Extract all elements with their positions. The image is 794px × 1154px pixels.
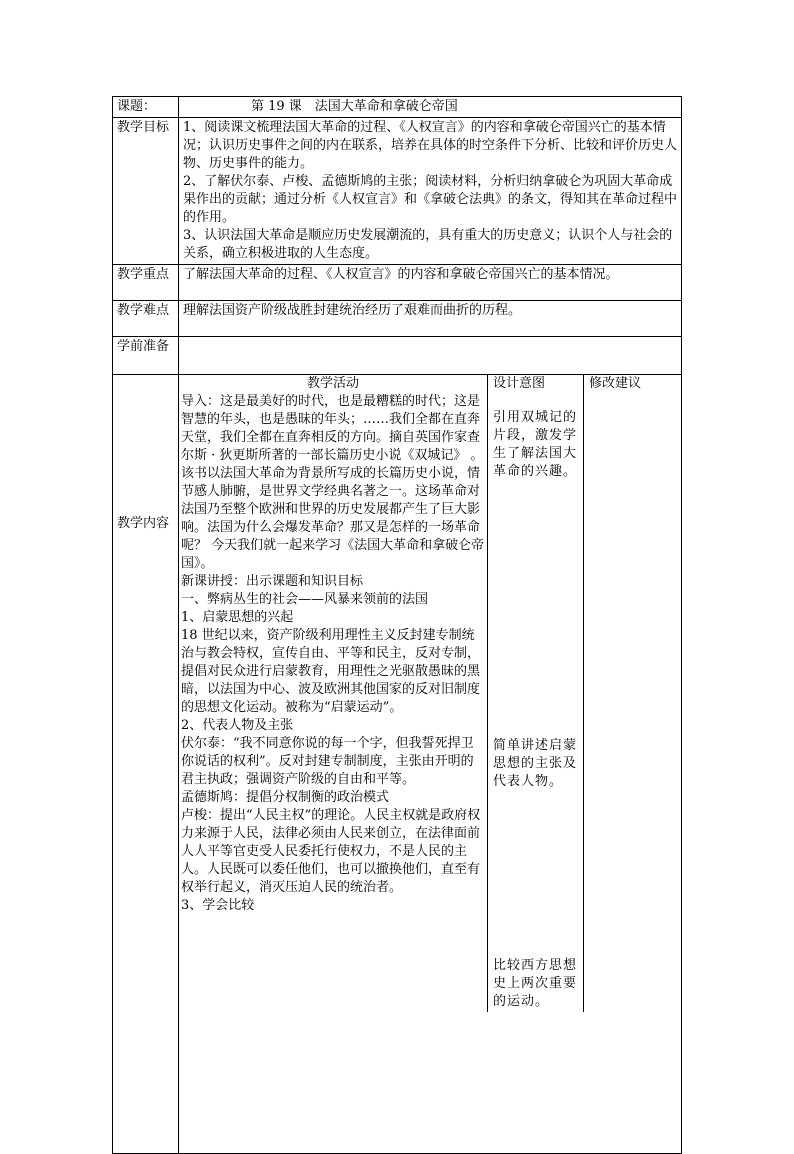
- suggestion-header: 修改建议: [589, 376, 642, 391]
- activity-paragraph: 一、弊病丛生的社会——风暴来领前的法国: [181, 592, 429, 607]
- title-row: [113, 97, 682, 118]
- focus-row: [113, 265, 682, 301]
- objectives-cell: [179, 118, 682, 265]
- title-label: 课题：: [113, 97, 179, 118]
- title-cell: [179, 97, 682, 118]
- objectives-label: 教学目标: [113, 118, 179, 265]
- difficulty-label: 教学难点: [113, 301, 179, 337]
- content-cell: [179, 375, 682, 1154]
- intent-note: 比较西方思想史上两次重要的运动。: [493, 958, 578, 1009]
- activity-paragraph: 新课讲授：出示课题和知识目标: [181, 574, 364, 589]
- content-label: 教学内容: [113, 375, 179, 1154]
- activity-paragraph: 1、启蒙思想的兴起: [181, 610, 294, 625]
- lesson-plan-table: [112, 96, 682, 1154]
- intent-note: 引用双城记的片段，激发学生了解法国大革命的兴趣。: [493, 410, 578, 479]
- activity-paragraph: 18 世纪以来，资产阶级利用理性主义反封建专制统治与教会特权，宣传自由、平等和民主，反对专制，提倡对民众进行启蒙教育，用理性之光驱散愚昧的黑暗，以法国为中心、波及欧洲其他国家的反对旧制度的思想文化运动。被称为“启蒙运动”。: [181, 628, 481, 715]
- activity-header: 教学活动: [306, 376, 359, 391]
- intent-note: 简单讲述启蒙思想的主张及代表人物。: [493, 738, 578, 789]
- activity-paragraph: 卢梭：提出“人民主权”的理论。人民主权就是政府权力来源于人民，法律必须由人民来创立，在法律面前人人平等官吏受人民委托行使权力，不是人民的主人。人民既可以委任他们，也可以撤换他们，直至有权举行起义，消灭压迫人民的统治者。: [181, 808, 481, 895]
- preparation-label: 学前准备: [113, 337, 179, 375]
- intent-header: 设计意图: [493, 376, 546, 391]
- content-row: [113, 375, 682, 1154]
- objective-2: 2、了解伏尔泰、卢梭、孟德斯鸠的主张；阅读材料，分析归纳拿破仑为巩固大革命成果作出的贡献；通过分析《人权宣言》和《拿破仑法典》的条文，得知其在革命过程中的作用。: [183, 174, 678, 225]
- difficulty-text: 理解法国资产阶级战胜封建统治经历了艰难而曲折的历程。: [179, 301, 682, 337]
- activity-paragraph: 导入：这是最美好的时代，也是最糟糕的时代；这是智慧的年头，也是愚昧的年头；……我们全都在直奔天堂，我们全都在直奔相反的方向。摘自英国作家查尔斯 · 狄更斯所著的一部长篇历史小说《双城记》 。该书以法国大革命为背景所写成的长篇历史小说，情节感人肺腑，是世界文学经典名著之一。这场革命对法国乃至整个欧洲和世界的历史发展都产生了巨大影响。法国为什么会爆发革命？那又是怎样的一场革命呢？ 今天我们就一起来学习《法国大革命和拿破仑帝国》。: [181, 394, 485, 571]
- activity-paragraph: 2、代表人物及主张: [181, 718, 294, 733]
- activity-paragraph: 伏尔泰：“我不同意你说的每一个字，但我誓死捍卫你说话的权利”。反对封建专制制度，主张由开明的君主执政；强调资产阶级的自由和平等。: [181, 736, 474, 787]
- intent-column: [488, 375, 584, 1012]
- objective-3: 3、认识法国大革命是顺应历史发展潮流的，具有重大的历史意义；认识个人与社会的关系，确立积极进取的人生态度。: [183, 228, 673, 261]
- objectives-row: [113, 118, 682, 265]
- activity-paragraph: 3、学会比较: [181, 898, 255, 913]
- activity-paragraph: 孟德斯鸠：提倡分权制衡的政治模式: [181, 790, 390, 805]
- preparation-row: [113, 337, 682, 375]
- preparation-text: [179, 337, 682, 375]
- objective-1: 1、阅读课文梳理法国大革命的过程、《人权宣言》的内容和拿破仑帝国兴亡的基本情况；认识历史事件之间的内在联系，培养在具体的时空条件下分析、比较和评价历史人物、历史事件的能力。: [183, 120, 678, 171]
- suggestion-column: [584, 375, 681, 1012]
- activity-column: [179, 375, 488, 1012]
- difficulty-row: [113, 301, 682, 337]
- lesson-title: 第 19 课 法国大革命和拿破仑帝国: [251, 99, 458, 114]
- focus-label: 教学重点: [113, 265, 179, 301]
- focus-text: 了解法国大革命的过程、《人权宣言》的内容和拿破仑帝国兴亡的基本情况。: [179, 265, 682, 301]
- activity-columns: [179, 375, 681, 1012]
